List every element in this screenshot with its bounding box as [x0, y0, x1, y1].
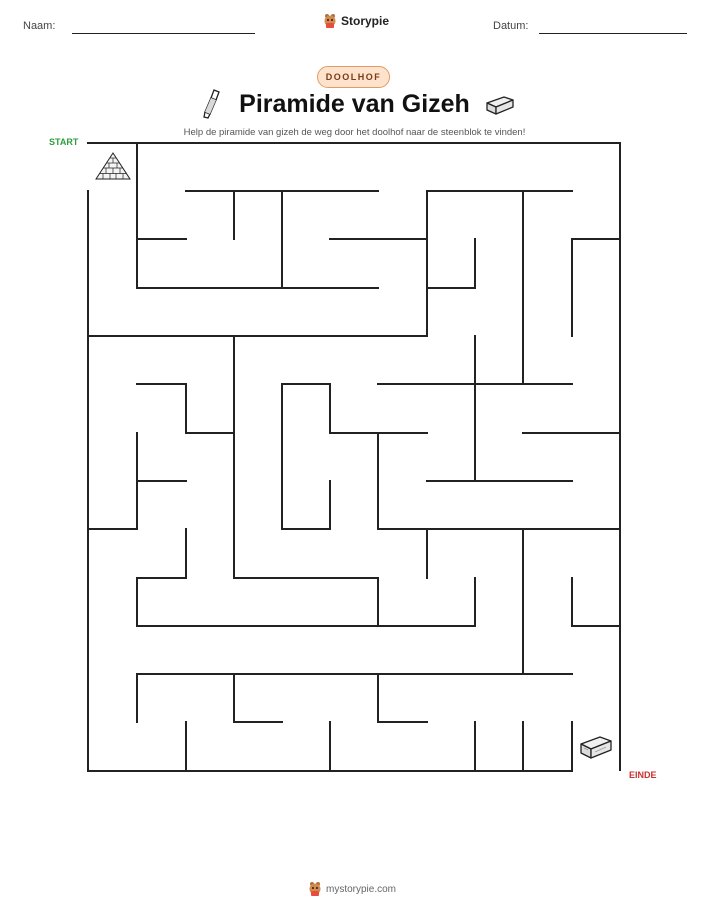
- stone-block-icon: [578, 732, 614, 762]
- brand-name: Storypie: [341, 14, 390, 28]
- start-label: START: [49, 137, 79, 147]
- end-label: EINDE: [629, 770, 657, 780]
- pyramid-icon: [94, 151, 132, 183]
- instructions: Help de piramide van gizeh de weg door het doolhof naar de steenblok te vinden!: [183, 127, 526, 138]
- date-label: Datum:: [493, 20, 529, 32]
- page-title: Piramide van Gizeh: [239, 90, 470, 118]
- worksheet-type-badge: DOOLHOF: [317, 66, 390, 88]
- footer: [308, 881, 396, 897]
- footer-url[interactable]: mystorypie.com: [326, 883, 397, 895]
- storypie-mascot-icon: [308, 881, 322, 897]
- name-label: Naam:: [23, 20, 56, 32]
